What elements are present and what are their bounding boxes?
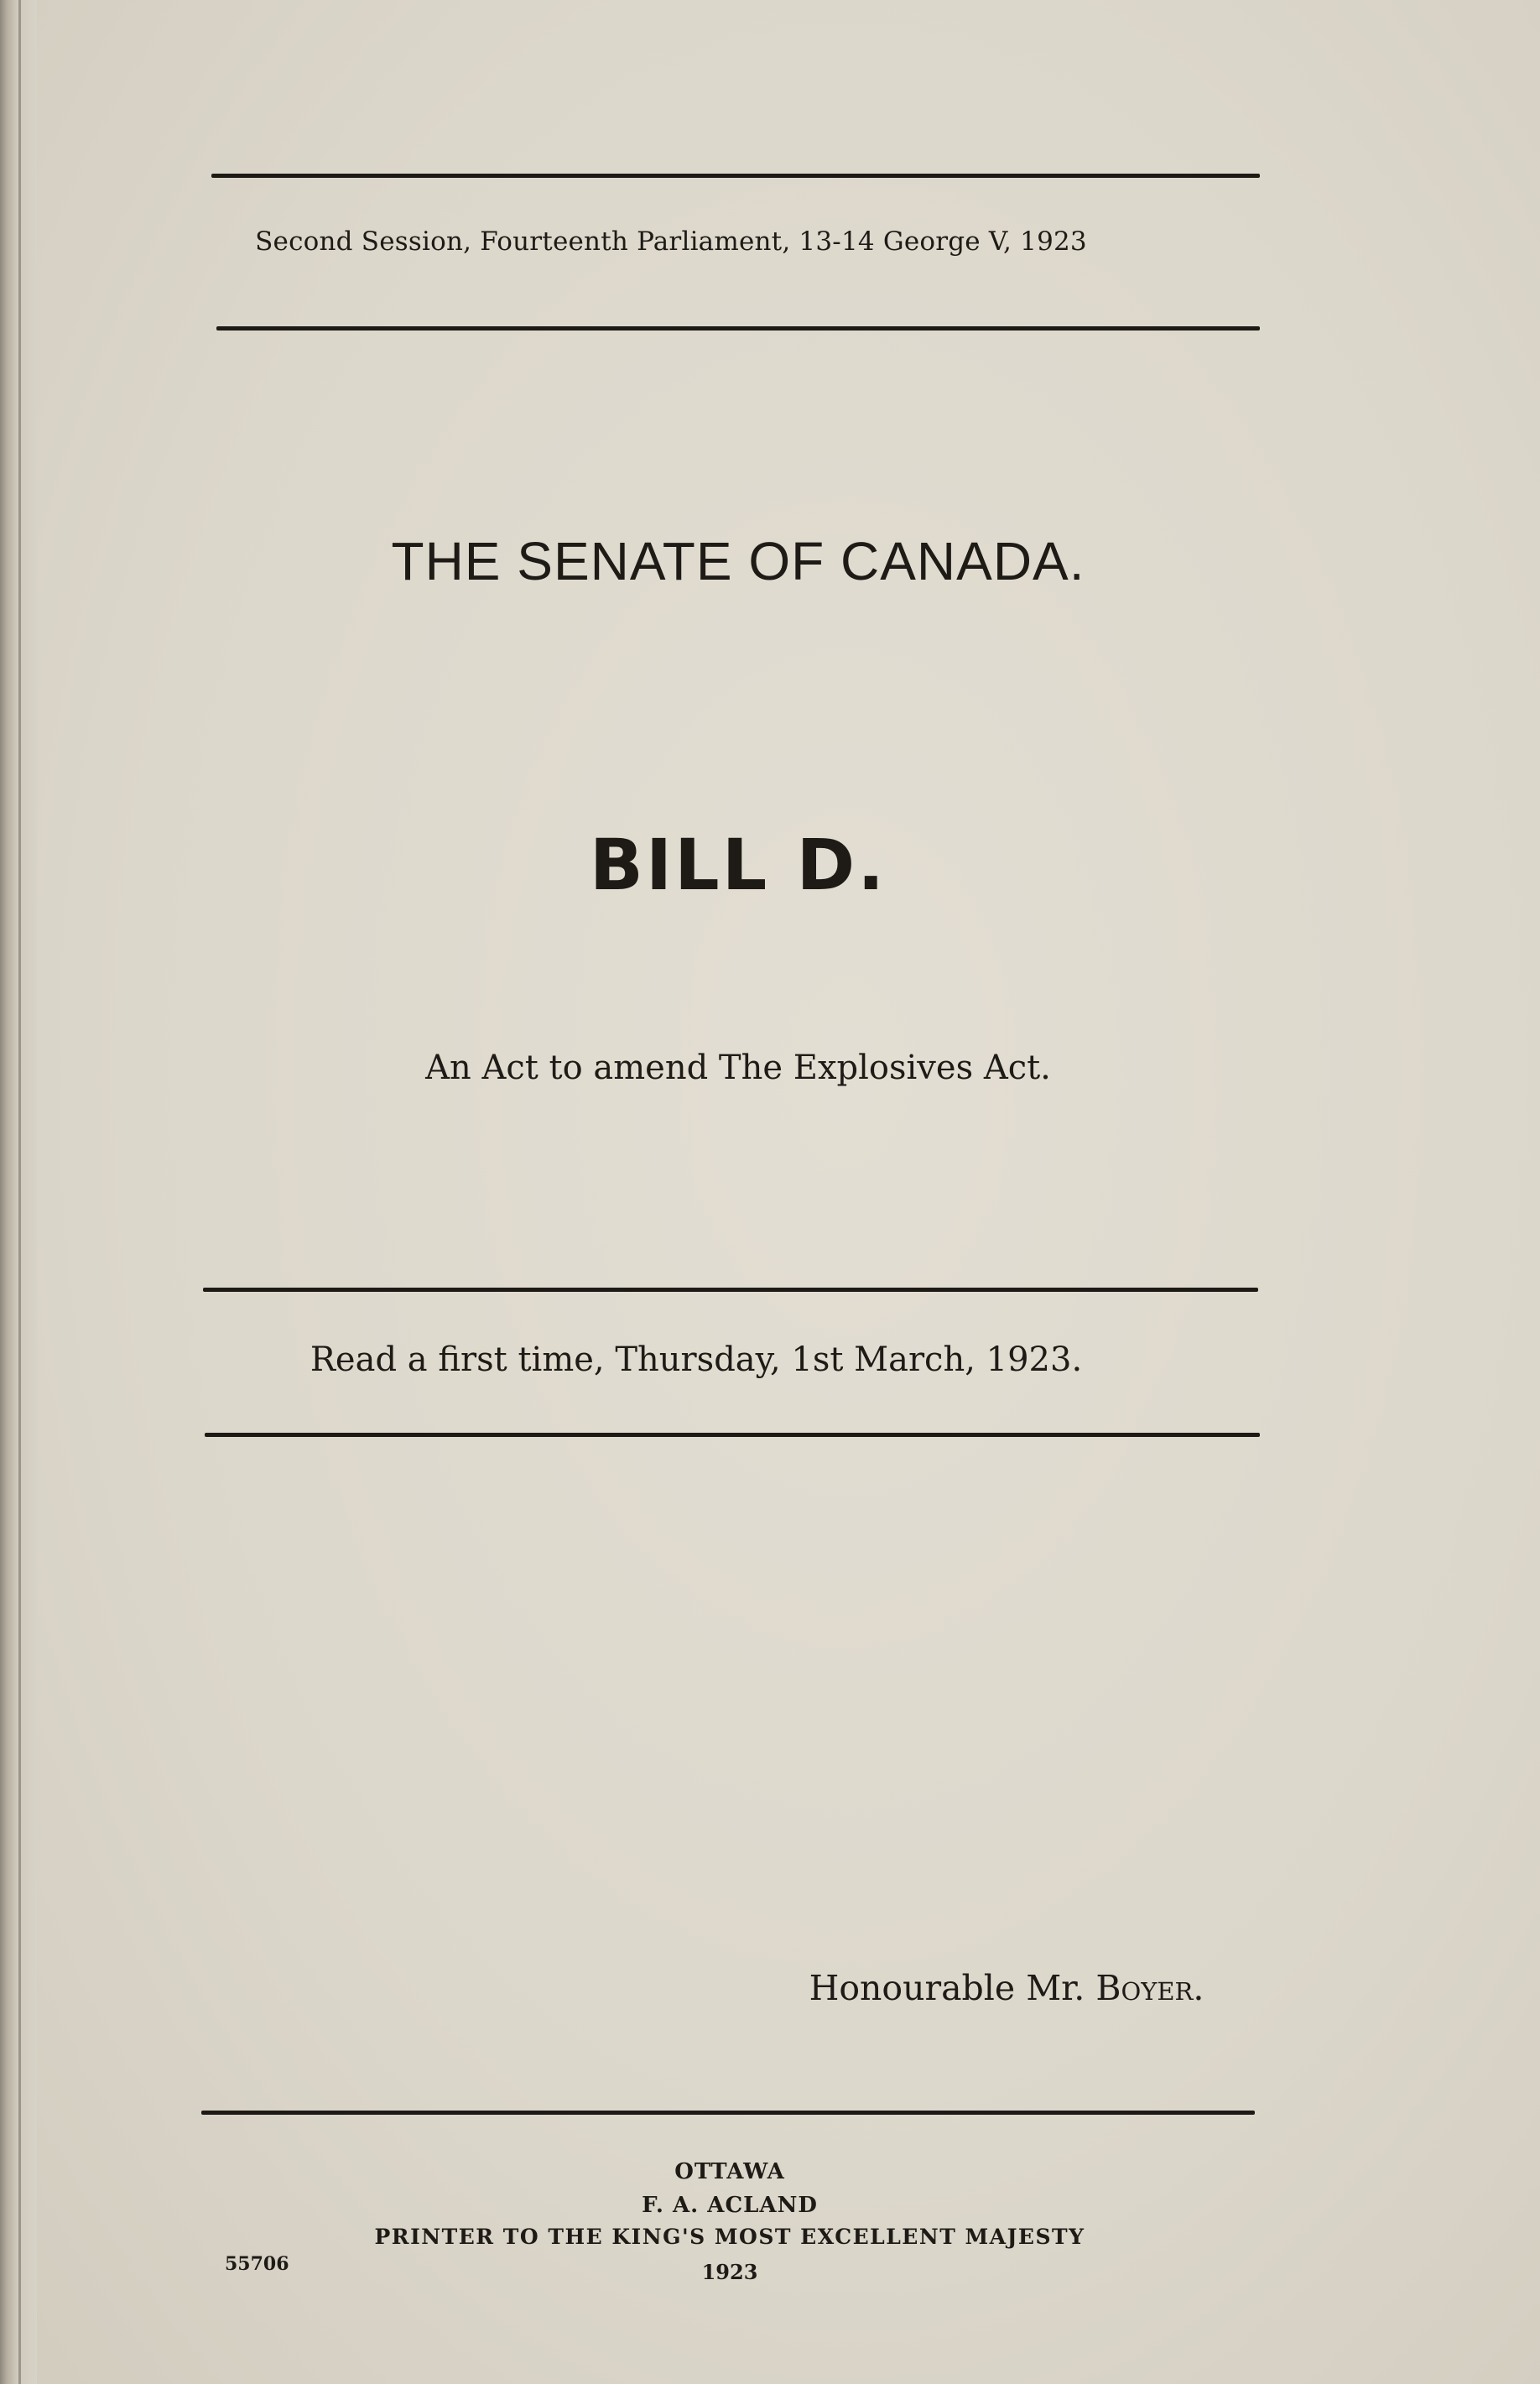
act-description: An Act to amend The Explosives Act. (425, 1049, 1051, 1087)
imprint-printer-title: PRINTER TO THE KING'S MOST EXCELLENT MAJESTY (374, 2225, 1085, 2249)
reading-top-rule (203, 1288, 1258, 1292)
institution-heading: THE SENATE OF CANADA. (391, 531, 1085, 591)
session-bottom-rule (216, 326, 1260, 331)
imprint-rule (201, 2111, 1255, 2115)
reading-note: Read a first time, Thursday, 1st March, 1923. (310, 1340, 1083, 1379)
imprint-printer: F. A. ACLAND (642, 2193, 818, 2218)
sponsor-prefix: Honourable Mr. (809, 1968, 1096, 2008)
bill-title: BILL D. (589, 824, 887, 906)
binding-line (18, 0, 21, 2384)
top-rule (211, 174, 1260, 178)
sponsor-surname: Boyer. (1095, 1968, 1204, 2008)
imprint-year: 1923 (701, 2260, 758, 2284)
imprint-city: OTTAWA (674, 2159, 785, 2184)
session-line: Second Session, Fourteenth Parliament, 13-14 George V, 1923 (255, 226, 1087, 257)
sponsor-line (738, 1968, 1275, 2008)
job-number: 55706 (225, 2253, 289, 2275)
reading-bottom-rule (205, 1433, 1260, 1437)
